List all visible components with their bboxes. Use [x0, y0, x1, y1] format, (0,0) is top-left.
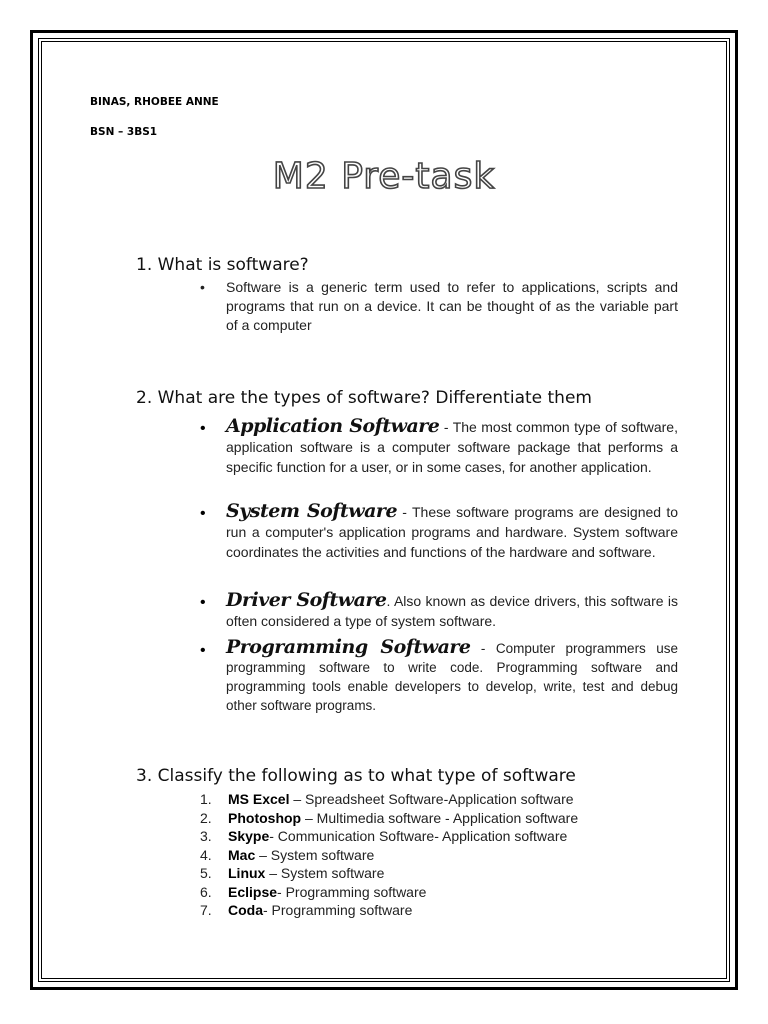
software-name: Mac: [228, 846, 256, 863]
software-name: MS Excel: [228, 791, 290, 807]
software-name: Eclipse: [228, 883, 278, 900]
page-title: M2 Pre-task: [272, 156, 496, 197]
type-description: Also known as device drivers, this software is often considered a type of system software.: [226, 593, 678, 629]
software-name: Linux: [228, 865, 266, 881]
bullet-icon: •: [200, 420, 206, 437]
question-1: 1. What is software?: [136, 255, 309, 275]
type-item-system: [200, 501, 678, 562]
type-item-driver: [200, 590, 678, 631]
type-description: Computer programmers use programming software to write code. Programming software and programming tools enable developers to develop, write, test and debug other software programs.: [226, 641, 678, 713]
type-item-application: [200, 416, 678, 477]
bullet-icon: •: [200, 505, 206, 522]
type-separator: -: [397, 504, 412, 520]
type-separator: -: [470, 641, 496, 656]
bullet-icon: •: [200, 642, 206, 659]
software-name: Coda: [228, 902, 263, 918]
list-item: 4. Mac – System software: [200, 846, 375, 863]
answer-1: [200, 278, 678, 335]
list-item: 3. Skype- Communication Software- Application software: [200, 828, 568, 844]
list-item: 7. Coda- Programming software: [200, 902, 413, 918]
type-separator: -: [439, 419, 453, 435]
student-course: BSN – 3BS1: [90, 126, 158, 138]
type-description: These software programs are designed to run a computer's application programs and hardware. System software coordinates the activities and functions of the hardware and software.: [226, 504, 678, 560]
type-item-programming: [200, 638, 678, 715]
software-type: – Multimedia software - Application software: [301, 809, 579, 826]
bullet-icon: •: [200, 279, 205, 295]
type-name: Programming Software: [226, 636, 471, 658]
answer-1-text: Software is a generic term used to refer to applications, scripts and programs that run on a device. It can be thought of as the variable part of a computer: [226, 279, 678, 333]
software-name: Skype: [228, 828, 270, 844]
software-type: - Communication Software- Application software: [269, 828, 568, 844]
type-name: Application Software: [226, 415, 440, 437]
list-item: 2. Photoshop – Multimedia software - Application software: [200, 809, 579, 826]
type-name: Driver Software: [226, 589, 387, 611]
software-type: – System software: [265, 865, 385, 881]
software-type: – Spreadsheet Software-Application software: [289, 791, 574, 807]
student-name: BINAS, RHOBEE ANNE: [90, 96, 219, 108]
list-item: 6. Eclipse- Programming software: [200, 883, 427, 900]
bullet-icon: •: [200, 594, 206, 611]
list-item: 1. MS Excel – Spreadsheet Software-Application software: [200, 791, 574, 807]
software-type: – System software: [255, 846, 375, 863]
software-type: - Programming software: [263, 902, 413, 918]
type-description: The most common type of software, application software is a computer software package that performs a specific function for a user, or in some cases, for another application.: [226, 419, 678, 475]
question-3: 3. Classify the following as to what type of software: [136, 766, 576, 786]
software-type: - Programming software: [277, 883, 427, 900]
question-2: 2. What are the types of software? Differentiate them: [136, 388, 592, 408]
classify-list: [200, 790, 578, 920]
type-separator: .: [386, 593, 394, 609]
software-name: Photoshop: [228, 809, 302, 826]
type-name: System Software: [226, 500, 398, 522]
list-item: 5. Linux – System software: [200, 865, 385, 881]
